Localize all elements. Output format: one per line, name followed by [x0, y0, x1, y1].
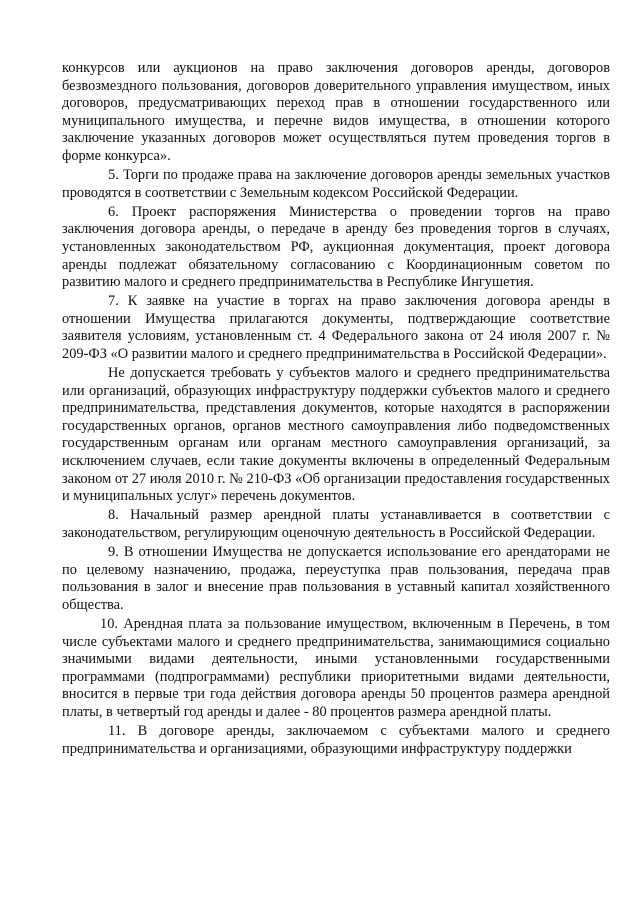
document-page [62, 60, 610, 760]
paragraph-item-7-note: Не допускается требовать у субъектов малого и среднего предпринимательства или организаций, образующих инфраструктуру поддержки субъектов малого и среднего предпринимательства, представления документов, которые находятся в распоряжении государственных органов, органов местного самоуправления либо подведомственных государственным органам или органам местного самоуправления организаций, за исключением случаев, если такие документы включены в определенный Федеральным законом от 27 июля 2010 г. № 210-ФЗ «Об организации предоставления государственных и муниципальных услуг» перечень документов. [62, 365, 610, 505]
paragraph-item-6: 6. Проект распоряжения Министерства о проведении торгов на право заключения договора аренды, о передаче в аренду без проведения торгов в случаях, установленных законодательством РФ, аукционная документация, проект договора аренды подлежат обязательному согласованию с Координационным советом по развитию малого и среднего предпринимательства в Республике Ингушетия. [62, 203, 610, 291]
paragraph-item-8: 8. Начальный размер арендной платы устанавливается в соответствии с законодательством, регулирующим оценочную деятельность в Российской Федерации. [62, 507, 610, 541]
paragraph-item-9: 9. В отношении Имущества не допускается использование его арендаторами не по целевому назначению, продажа, переуступка прав пользования, передача прав пользования в залог и внесение прав пользования в уставный капитал хозяйственного общества. [62, 544, 610, 613]
paragraph-continuation: конкурсов или аукционов на право заключения договоров аренды, договоров безвозмездного пользования, договоров доверительного управления имуществом, иных договоров, предусматривающих переход прав в отношении государственного или муниципального имущества, и перечне видов имущества, в отношении которого заключение указанных договоров может осуществляться путем проведения торгов в форме конкурса». [62, 60, 610, 164]
paragraph-item-5: 5. Торги по продаже права на заключение договоров аренды земельных участков проводятся в соответствии с Земельным кодексом Российской Федерации. [62, 167, 610, 201]
paragraph-item-11: 11. В договоре аренды, заключаемом с субъектами малого и среднего предпринимательства и организациями, образующими инфраструктуру поддержки [62, 722, 610, 757]
paragraph-item-7: 7. К заявке на участие в торгах на право заключения договора аренды в отношении Имущества прилагаются документы, подтверждающие соответствие заявителя условиям, установленным ст. 4 Федерального закона от 24 июля 2007 г. № 209-ФЗ «О развитии малого и среднего предпринимательства в Российской Федерации». [62, 293, 610, 362]
paragraph-item-10: 10. Арендная плата за пользование имуществом, включенным в Перечень, в том числе субъектами малого и среднего предпринимательства, занимающимися социально значимыми видами деятельности, иными установленными государственными программами (подпрограммами) республики приоритетными видами деятельности, вносится в первые три года действия договора аренды 50 процентов размера арендной платы, в четвертый год аренды и далее - 80 процентов размера арендной платы. [62, 615, 610, 720]
